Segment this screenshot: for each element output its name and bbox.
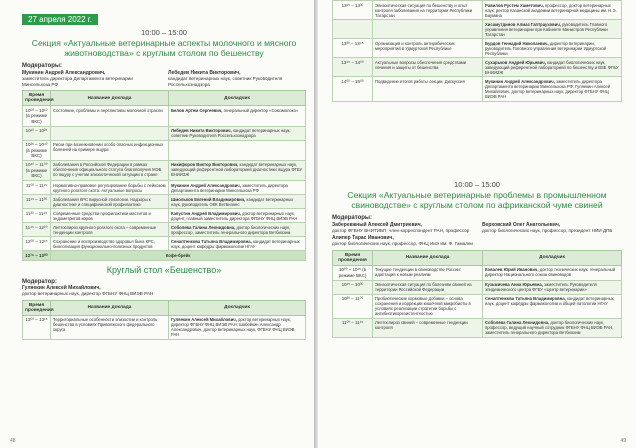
right-section (332, 180, 622, 338)
speaker-desc: руководитель Главного управления ветеринарии при Кабинете Министров Республики Татарстан (485, 21, 608, 37)
moderator: Заберевжный Алексей Дмитриевич, доктор ФГБНУ ВНИТИБП, член-корреспондент РАН, профессор (332, 221, 470, 233)
round-table (22, 300, 306, 340)
speaker-name: Сенаптенкова Татьяна Владимировна, (171, 238, 252, 244)
speaker-cell (169, 181, 306, 195)
moderators (22, 70, 306, 88)
table-row (333, 39, 622, 58)
table-row (23, 209, 306, 223)
report-title-cell: Подведение итогов работы секции. Дискуссия (373, 77, 483, 101)
speaker-desc: кандидат ветеринарных наук, руководитель ОКК ВетБизнес (171, 196, 294, 207)
speaker-cell (483, 77, 622, 101)
report-title-cell (373, 20, 483, 39)
table-row (23, 160, 306, 180)
report-title-cell (51, 126, 169, 140)
speaker-name: Кузьмичева Анна Юрьевна, (485, 282, 543, 287)
speaker-name: Мукинин Андрей Александрович, (485, 78, 555, 84)
report-title-cell: Нормативно-правовое регулирование борьбы с лейкозом крупного рогатого скота. Актуальные вопросы (51, 181, 169, 195)
time-cell (333, 20, 373, 39)
moderator: Верховский Олег Анатольевич, доктор биологических наук, профессор, президент НИИ ДПБ (482, 221, 613, 233)
time-cell: 10²⁵ – 10⁴⁰ (в режиме ВКС) (23, 140, 51, 160)
speaker-cell (169, 237, 306, 251)
date-tab: 27 апреля 2022 г. (22, 14, 98, 25)
report-title-cell: Текущие тенденции в свиноводстве России: адаптация к новым реалиям (373, 265, 483, 280)
speaker-cell (169, 160, 306, 180)
section-time: 10:00 – 15:00 (454, 180, 500, 189)
speaker-cell (483, 294, 622, 318)
report-title-cell: Территориальные особенности эпизоотии и контроль бешенства в условиях Приволжского федерального округа (51, 315, 169, 339)
speaker-desc: заместитель директора Департамента ветеринарии Минсельхоза РФ (171, 182, 288, 193)
table-row (23, 181, 306, 195)
time-cell: 13⁴⁵ – 14⁰⁰ (333, 58, 373, 77)
speaker-name: Шмольков Евгений Владимирович, (171, 196, 246, 202)
speaker-name: Капустин Андрей Владимирович, (171, 210, 241, 216)
speaker-cell (169, 140, 306, 160)
speaker-desc: доктор биологических наук, профессор, ведущий научный сотрудник ФГБНУ ФНЦ ВИЭВ РАН, заместитель генерального директора Ветбиохим (485, 320, 614, 336)
moderators-label: Модераторы: (22, 62, 63, 69)
report-title-cell: Заболевания в Российской Федерации в рамках обеспечения официального статуса благополучия МЭБ по ящуру с учетом эпизоотической ситуации в стране (51, 160, 169, 180)
speaker-name: Сенаптенкова Татьяна Владимировна, (485, 296, 566, 302)
left-content (22, 28, 306, 340)
table-row (333, 1, 622, 20)
report-title-cell: Лептоспироз крупного рогатого скота – современные тенденции контроля (51, 223, 169, 237)
report-title-cell: Актуальные вопросы обеспечения средствами лечения и защиты от бешенства (373, 58, 483, 77)
speaker-cell (169, 126, 306, 140)
report-title-cell: Современные средства профилактики маститов и эндометритов коров (51, 209, 169, 223)
report-title-cell: Организация и контроль антирабических мероприятий в Удмуртской Республике (373, 39, 483, 58)
table-row (333, 294, 622, 318)
report-title-cell: Эпизоотическая ситуация по болезням свиней на территории Российской Федерации (373, 280, 483, 294)
speaker-cell (483, 58, 622, 77)
report-title-cell: Сохранение и воспроизводство здоровья быка КРС, биологизация функционально-полезных продуктов (51, 237, 169, 251)
page-number: 48 (10, 438, 16, 444)
speaker-cell (169, 106, 306, 126)
speaker-name: Белов Артем Сергеевич, (171, 107, 223, 113)
time-cell: 10⁴⁰ – 11⁰⁰ (в режиме ВКС) (23, 160, 51, 180)
table-row (333, 58, 622, 77)
time-cell: 11⁰⁰ – 11¹⁵ (333, 318, 373, 337)
time-cell: 14⁰⁰ – 15⁰⁰ (333, 77, 373, 101)
column-header: Докладчик (169, 300, 306, 315)
column-header: Время проведения (23, 300, 51, 315)
moderators (332, 222, 622, 234)
speaker-name: Гуляекин Алексей Михайлович, (171, 317, 237, 323)
section-title: Секция «Актуальные ветеринарные проблемы в промышленном свиноводстве» с круглым столом по африканской чуме свиней (347, 190, 607, 210)
speaker-cell (483, 1, 622, 20)
speaker-desc: доктор ветеринарных наук, доцент, главный заместитель директора ФГБНУ ФНЦ ВИЭВ РАН (171, 210, 298, 221)
speaker-desc: заместитель директора Департамента ветеринарии Минсельхоза РФ; Гуляекин Алексей Михайлович, доктор ветеринарных наук, директор ФГБНУ ФНЦ ВИЭВ РАН (485, 78, 611, 99)
column-header: Название доклада (51, 300, 169, 315)
report-title-cell: Лептоспироз свиней – современные тенденции контроля (373, 318, 483, 337)
program-rows (333, 265, 622, 337)
speaker-name: Никифоров Виктор Викторович, (171, 162, 239, 168)
table-row (23, 126, 306, 140)
speaker-cell (483, 265, 622, 280)
break-cell: Кофе-брейк (51, 251, 306, 260)
speaker-desc: доктор ветеринарных наук, директор ФГБНУ ФНЦ ВИЭВ РАН; Шабейкин Александр Александрович, доктор ветеринарных наук, ФГБНУ ФНЦ ВИЭВ РАН (171, 317, 295, 338)
report-title-cell: Состояние, проблемы и перспективы молочной отрасли (51, 106, 169, 126)
table-row (23, 315, 306, 339)
table-row (23, 106, 306, 126)
moderator: Мукинин Андрей Александрович, заместитель директора Департамента ветеринарии Минсельхоза РФ (22, 69, 133, 87)
speaker-cell (483, 318, 622, 337)
program-rows (23, 106, 306, 260)
program-table (332, 250, 622, 338)
time-cell: 10¹⁰ – 10²⁵ (23, 126, 51, 140)
round-table-continued (332, 0, 622, 102)
time-cell: 10³⁰ – 11⁰⁰ (333, 294, 373, 318)
speaker-cell (483, 20, 622, 39)
section-title: Секция «Актуальные ветеринарные аспекты молочного и мясного животноводства» с круглым столом по бешенству (31, 38, 297, 58)
speaker-name: Соболева Галина Леонидовна, (485, 320, 550, 326)
speaker-desc: доктор технических наук, генеральный директор Национального союза свиноводов (485, 267, 616, 278)
speaker-desc: заместитель Руководителя эпидемического центра ФГБУ «Центр ветеринарии» (485, 282, 597, 293)
section-time: 10:00 – 15:00 (141, 28, 187, 37)
speaker-desc: кандидат ветеринарных наук, советник Руководителя Россельхознадзора (171, 128, 291, 139)
speaker-name: Ковалев Юрий Иванович, (485, 267, 539, 273)
speaker-desc: генеральный директор «Союзмолоко» (223, 107, 299, 113)
table-row (333, 20, 622, 39)
speaker-name: Сухарьков Андрей Юрьевич, (485, 59, 546, 65)
moderator: Алипер Тарас Иванович, доктор биологических наук, профессор, ФНЦ ИиЭ им. Ф. Гамалеи (332, 234, 473, 246)
time-cell: 13³⁰ – 13⁴⁵ (333, 39, 373, 58)
time-cell: 12¹⁵ – 13⁰⁰ (23, 251, 51, 260)
time-cell: 11⁴⁵ – 12⁰⁰ (23, 223, 51, 237)
round-moderator: Гуляекин Алексей Михайлович, доктор ветеринарных наук, директор ФГБНУ ФНЦ ВИЭВ РАН (22, 284, 154, 296)
speaker-cell (169, 223, 306, 237)
speaker-cell (169, 209, 306, 223)
round-table-title: Круглый стол «Бешенство» (106, 264, 222, 275)
speaker-name: Мукинин Андрей Александрович, (171, 182, 241, 188)
table-row (333, 280, 622, 294)
table-row (23, 140, 306, 160)
column-header: Название доклада (51, 91, 169, 106)
time-cell: 10⁰⁰ – 10¹⁰ (в режиме ВКС) (23, 106, 51, 126)
column-header: Докладчик (169, 91, 306, 106)
round-rows (23, 315, 306, 339)
report-title-cell: Риски при возникновении особо опасных инфекционных болезней на примере ящура (51, 140, 169, 160)
table-row (333, 318, 622, 337)
table-row (23, 251, 306, 260)
time-cell: 12⁰⁰ – 12¹⁵ (23, 237, 51, 251)
table-row (23, 195, 306, 209)
column-header: Название доклада (373, 250, 483, 265)
report-title-cell: Пробиотические кормовые добавки – основа сохранения и коррекции кишечной микробиоты в условиях реализации стратегии борьбы с антибиотикорезистентностью (373, 294, 483, 318)
speaker-name: Равилов Рустем Хаметович, (485, 2, 544, 8)
speaker-cell (169, 315, 306, 339)
right-page (318, 0, 636, 448)
speaker-cell (169, 195, 306, 209)
moderators-label: Модераторы: (332, 214, 373, 221)
time-cell: 11³⁰ – 11⁴⁵ (23, 209, 51, 223)
report-title-cell: Эпизоотическая ситуация по бешенству и опыт контроля заболевания на территории Республики Татарстан (373, 1, 483, 20)
time-cell: 11¹⁵ – 11³⁰ (23, 195, 51, 209)
speaker-desc: кандидат ветеринарных наук, заведующий референтной лабораторией диагностики ящура ФГБУ ВНИИЗЖ (171, 162, 303, 178)
speaker-desc: кандидат ветеринарных наук, доцент кафедры фармакологии НГАУ (171, 238, 300, 249)
page-number: 49 (620, 438, 626, 444)
left-page (0, 0, 314, 448)
table-row (23, 223, 306, 237)
speaker-name: Бурдов Геннадий Николаевич, (485, 40, 549, 46)
column-header: Время проведения (333, 250, 373, 265)
column-header: Время проведения (23, 91, 51, 106)
speaker-desc: директор ветеринарии, руководитель Головного управления ветеринарии Удмуртской Республики (485, 40, 607, 56)
round-moderator-label: Модератор: (22, 278, 57, 285)
table-row (23, 237, 306, 251)
time-cell: 13¹⁵ – 13³⁰ (333, 1, 373, 20)
speaker-cell (483, 280, 622, 294)
time-cell: 10⁰⁰ – 10¹⁵ (в режиме ВКС) (333, 265, 373, 280)
program-table (22, 90, 306, 260)
column-header: Докладчик (483, 250, 622, 265)
time-cell: 13⁰⁰ – 13¹⁵ (23, 315, 51, 339)
speaker-cell (483, 39, 622, 58)
speaker-desc: доктор биологических наук, профессор, заместитель генерального директора Ветбиохим (171, 224, 291, 235)
right-content (332, 0, 622, 102)
report-title-cell: Заболевания КРС вирусной этиологии. Надзоры к диагностике и специфической профилактике (51, 195, 169, 209)
time-cell: 11⁰⁰ – 11¹⁵ (23, 181, 51, 195)
speaker-name: Хисамутдинов Алмаз Гаптраухович, (485, 21, 561, 27)
speaker-desc: кандидат биологических наук, заведующий референтной лабораторией по бешенству и BSE ФГБУ ВНИИЗЖ (485, 59, 619, 75)
speaker-name: Лебедев Никита Викторович, (171, 128, 232, 134)
continued-rows (333, 1, 622, 102)
table-row (333, 77, 622, 101)
speaker-desc: профессор, доктор ветеринарных наук, ректор Казанской академии ветеринарной медицины им. Н.Э. Баумана (485, 2, 617, 18)
table-row (333, 265, 622, 280)
moderator: Лебедев Никита Викторович, кандидат ветеринарных наук, советник Руководителя Россельхознадзора (168, 69, 283, 87)
time-cell: 10¹⁵ – 10³⁰ (333, 280, 373, 294)
speaker-name: Соболева Галина Леонидовна, (171, 224, 236, 230)
speaker-desc: кандидат ветеринарных наук, доцент кафедры фармакологии и общей патологии НГАУ (485, 296, 614, 307)
